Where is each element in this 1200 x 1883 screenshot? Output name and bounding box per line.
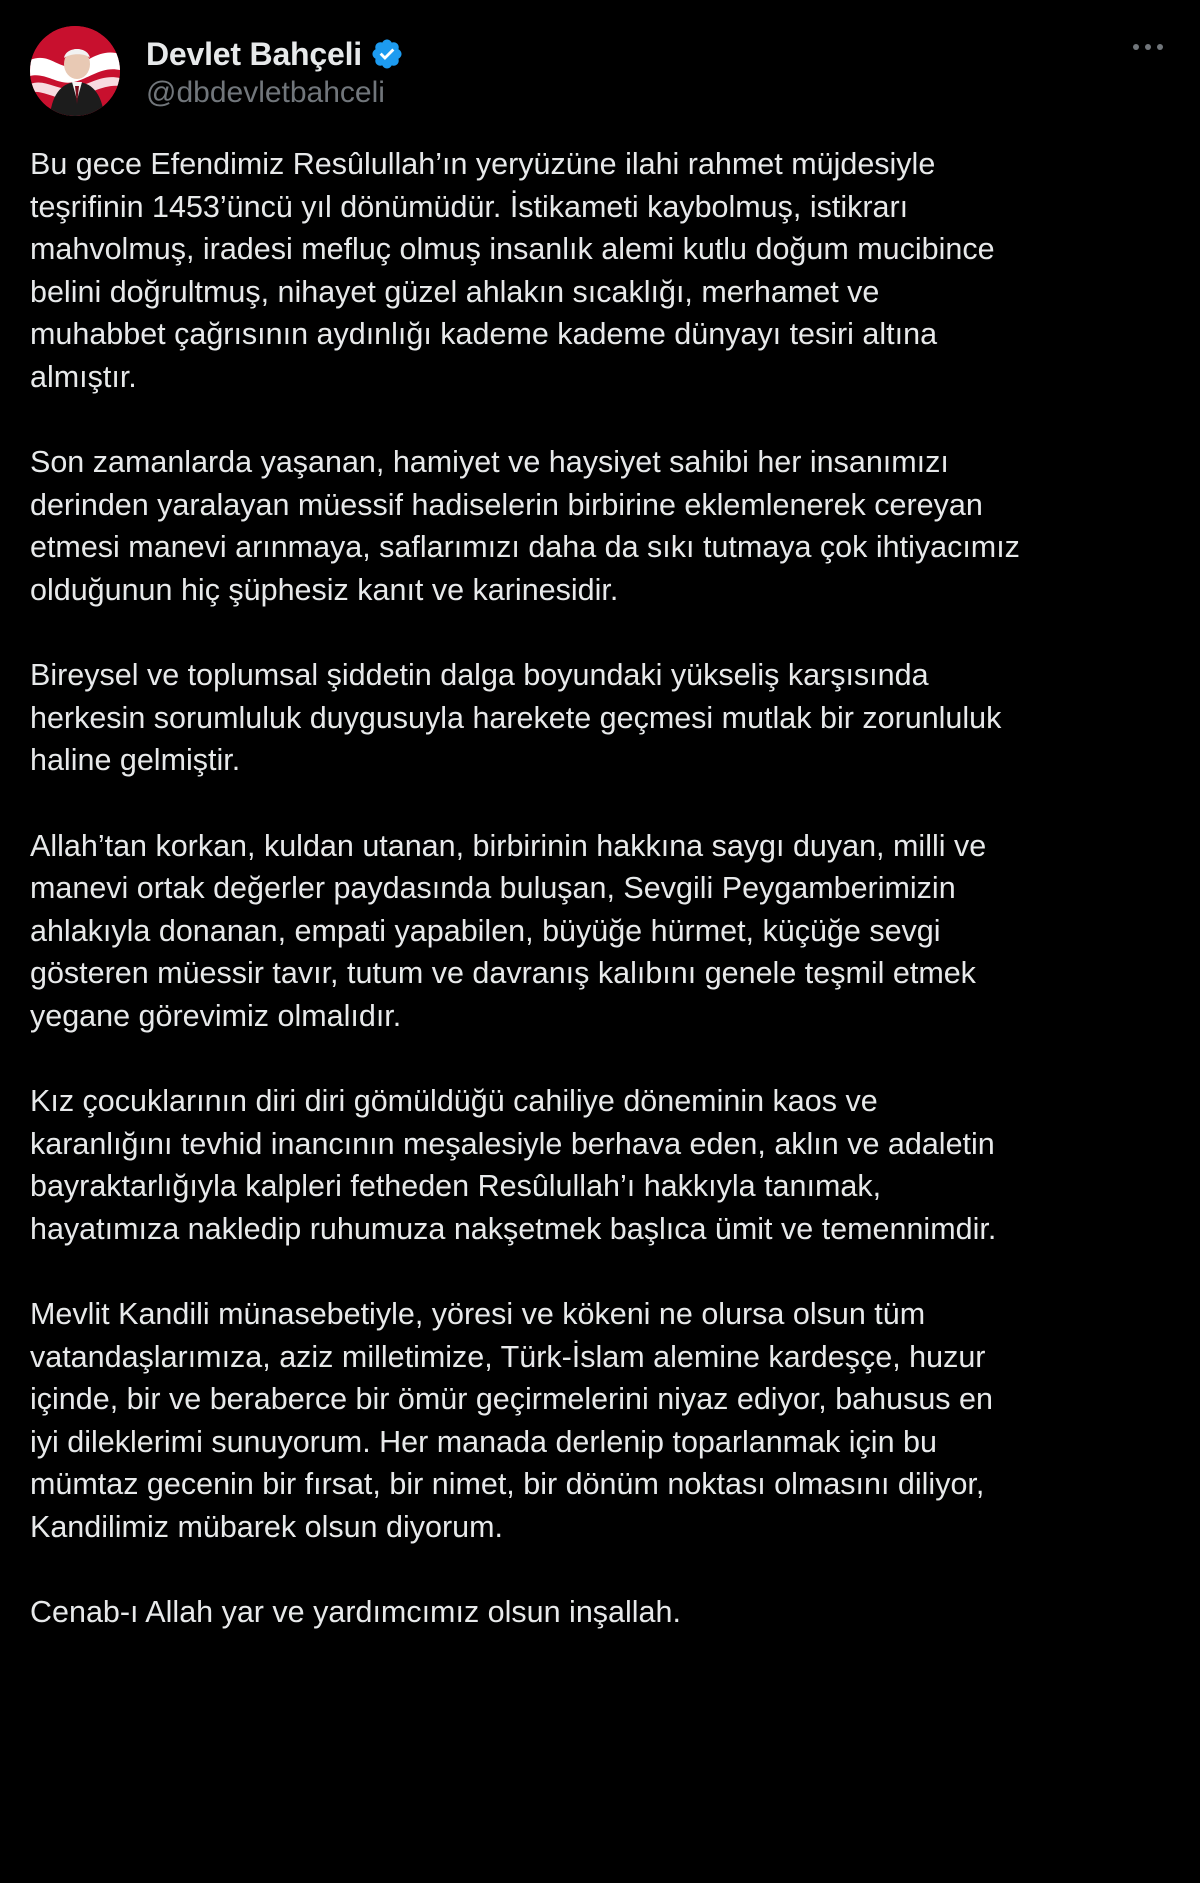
tweet-paragraph: Son zamanlarda yaşanan, hamiyet ve haysiyet sahibi her insanımızı derinden yaralayan müessif hadiselerin birbirine eklemlenerek cereyan etmesi manevi arınmaya, saflarımızı daha da sıkı tutmaya çok ihtiyacımız olduğunun hiç şüphesiz kanıt ve karinesidir. <box>30 445 1020 607</box>
author-name-row <box>146 34 404 74</box>
tweet-paragraph: Allah’tan korkan, kuldan utanan, birbirinin hakkına saygı duyan, milli ve manevi ortak değerler paydasında buluşan, Sevgili Peygamberimizin ahlakıyla donanan, empati yapabilen, büyüğe hürmet, küçüğe sevgi gösteren müessir tavır, tutum ve davranış kalıbını genele teşmil etmek yegane görevimiz olmalıdır. <box>30 828 987 1033</box>
tweet-paragraph: Kız çocuklarının diri diri gömüldüğü cahiliye döneminin kaos ve karanlığını tevhid inancının meşalesiyle berhava eden, aklın ve adaletin bayraktarlığıyla kalpleri fetheden Resûlullah’ı hakkıyla tanımak, hayatımıza nakledip ruhumuza nakşetmek başlıca ümit ve temennimdir. <box>30 1084 997 1246</box>
profile-photo-icon[interactable] <box>30 26 120 116</box>
tweet-text <box>30 143 1180 1634</box>
tweet-paragraph: Cenab-ı Allah yar ve yardımcımız olsun inşallah. <box>30 1595 681 1630</box>
tweet-header <box>30 26 1170 116</box>
tweet-paragraph: Bu gece Efendimiz Resûlullah’ın yeryüzüne ilahi rahmet müjdesiyle teşrifinin 1453’üncü yıl dönümüdür. İstikameti kaybolmuş, istikrarı mahvolmuş, iradesi mefluç olmuş insanlık alemi kutlu doğum mucibince belini doğrultmuş, nihayet güzel ahlakın sıcaklığı, merhamet ve muhabbet çağrısının aydınlığı kademe kademe dünyayı tesiri altına almıştır. <box>30 147 995 394</box>
avatar-image <box>30 26 120 116</box>
author-handle[interactable]: @dbdevletbahceli <box>146 76 385 109</box>
author-info <box>146 34 404 110</box>
author-display-name[interactable]: Devlet Bahçeli <box>146 35 362 72</box>
tweet-paragraph: Bireysel ve toplumsal şiddetin dalga boyundaki yükseliş karşısında herkesin sorumluluk duygusuyla harekete geçmesi mutlak bir zorunluluk haline gelmiştir. <box>30 658 1002 778</box>
tweet-paragraph: Mevlit Kandili münasebetiyle, yöresi ve kökeni ne olursa olsun tüm vatandaşlarımıza, aziz milletimize, Türk-İslam alemine kardeşçe, huzur içinde, bir ve beraberce bir ömür geçirmelerini niyaz ediyor, bahusus en iyi dileklerimi sunuyorum. Her manada derlenip toparlanmak için bu mümtaz gecenin bir fırsat, bir nimet, bir dönüm noktası olmasını diliyor, Kandilimiz mübarek olsun diyorum. <box>30 1297 993 1544</box>
more-options-icon[interactable] <box>1126 32 1170 62</box>
verified-badge-icon[interactable] <box>370 37 404 71</box>
